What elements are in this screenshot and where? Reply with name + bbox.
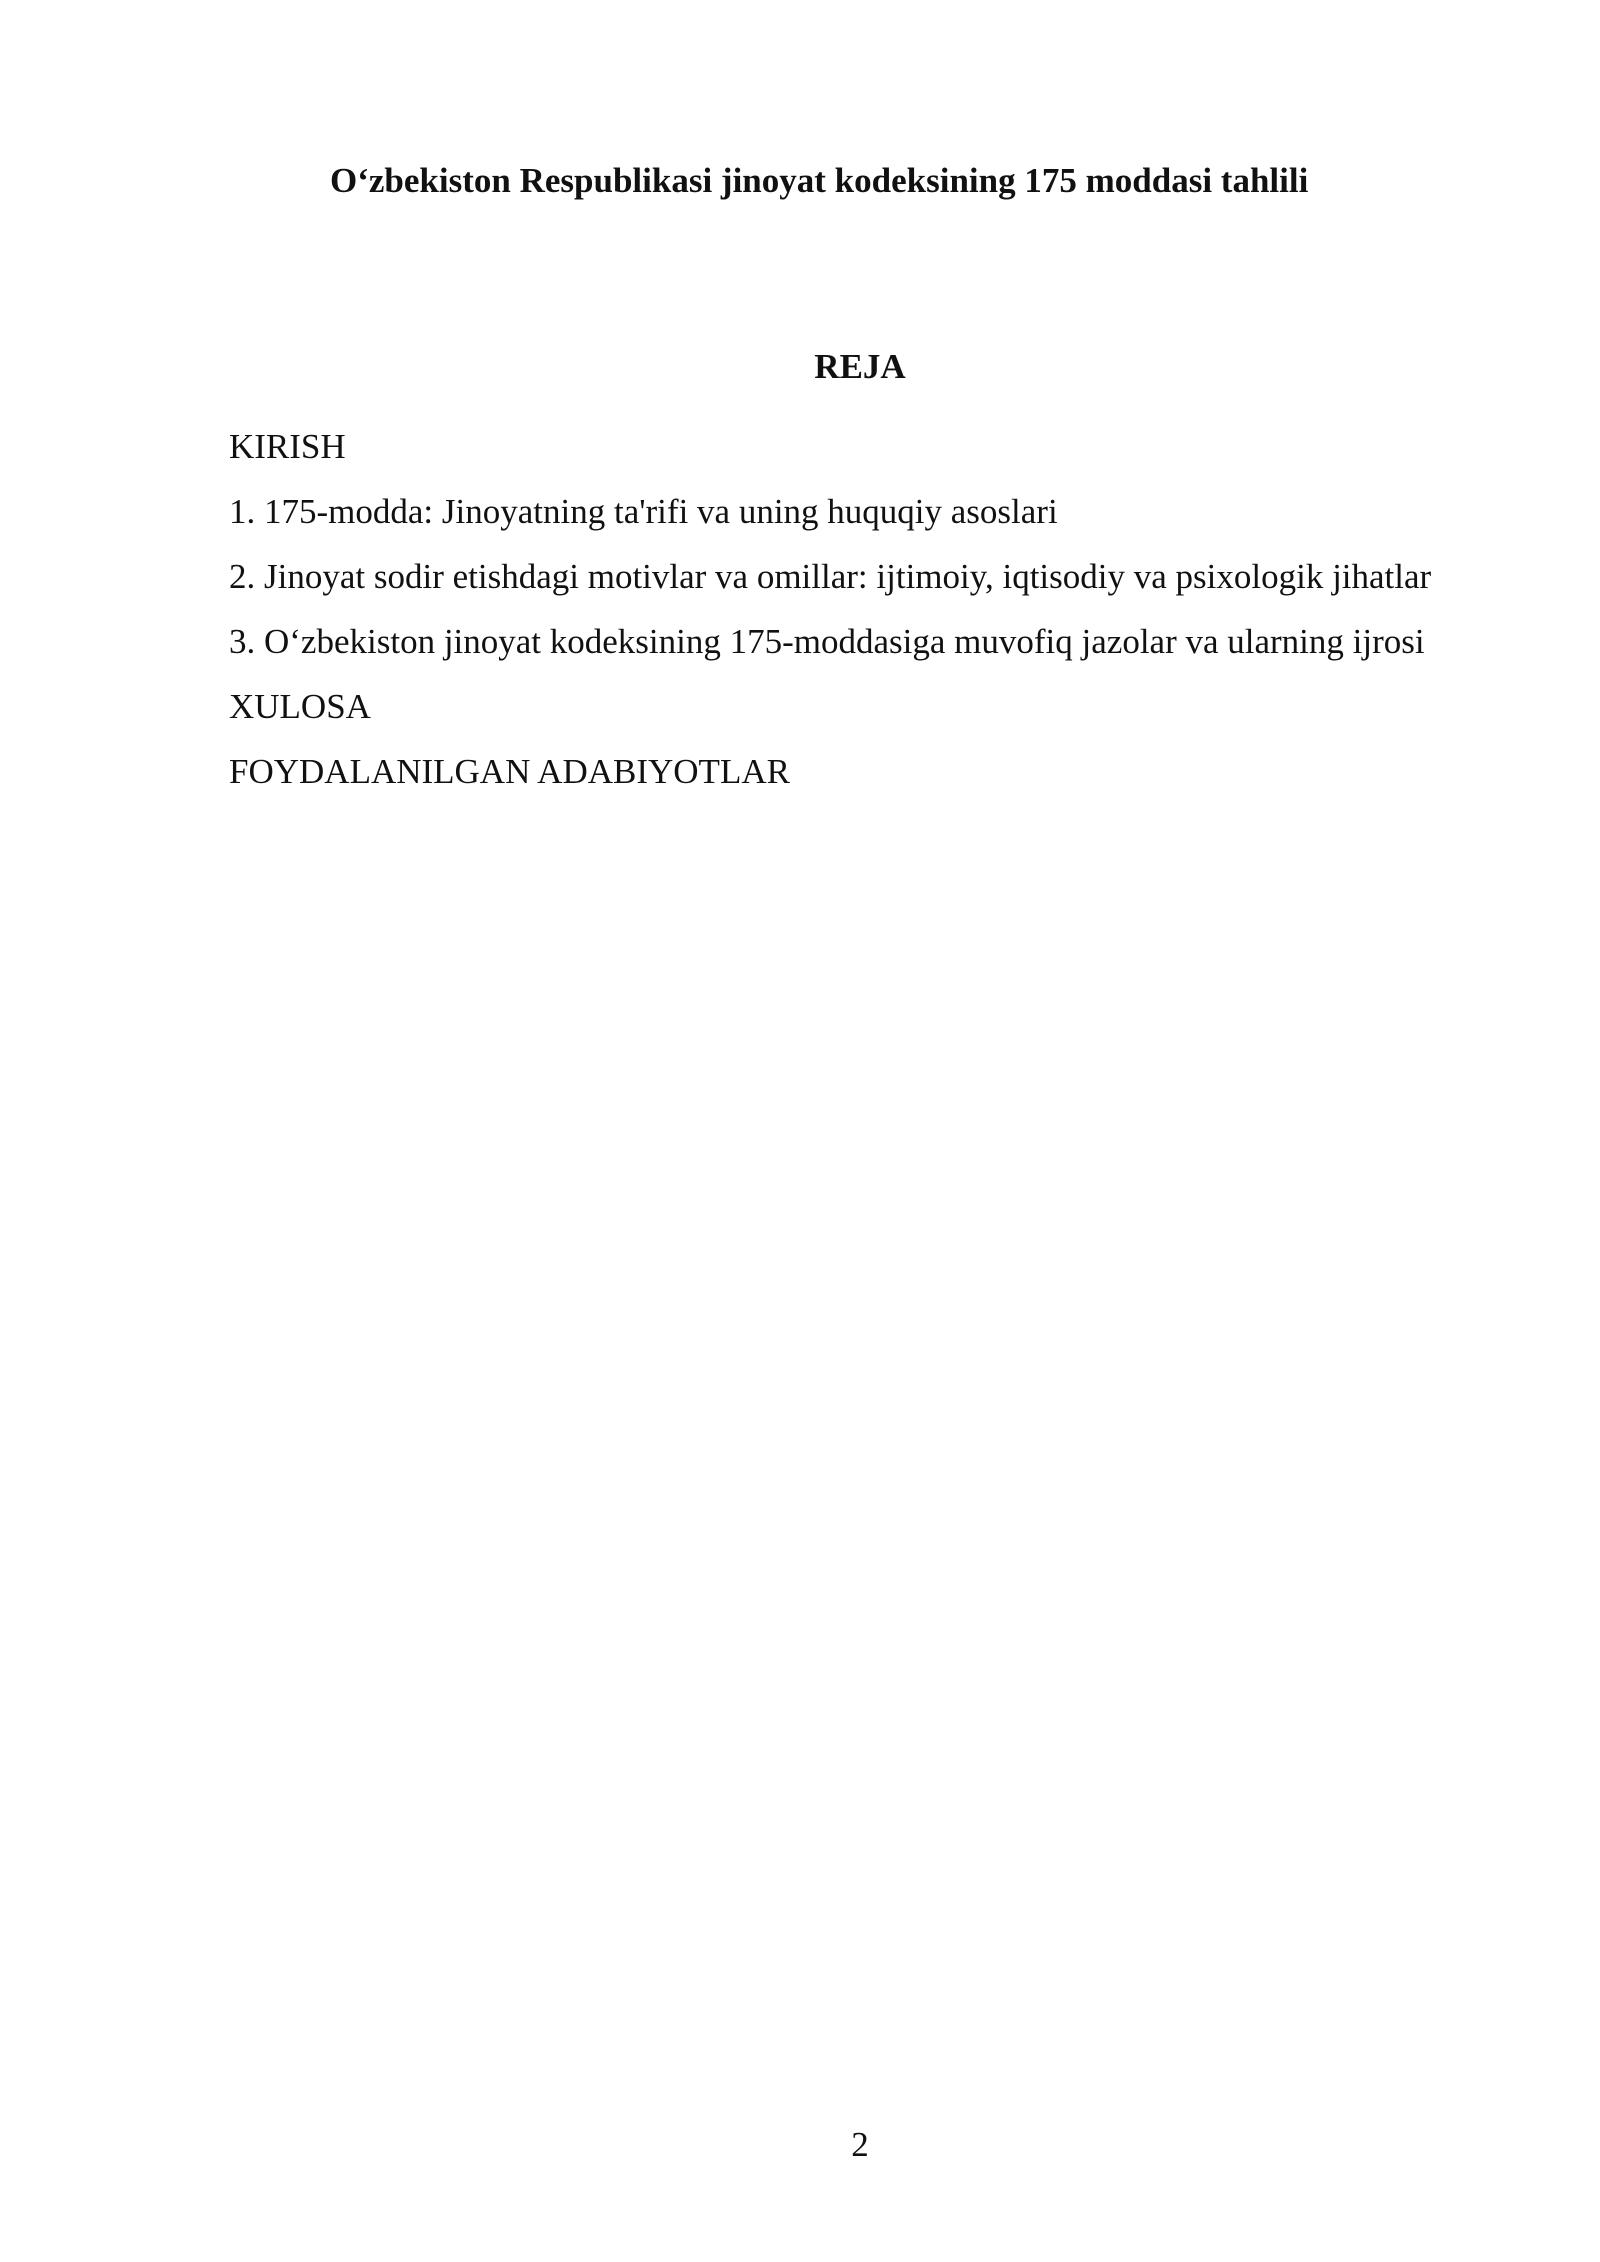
- plan-item-section-2: 2. Jinoyat sodir etishdagi motivlar va omillar: ijtimoiy, iqtisodiy va psixologik jihatlar: [229, 557, 1432, 596]
- plan-list: [229, 418, 1439, 808]
- plan-heading: [0, 346, 1600, 388]
- page-number: 2: [851, 2125, 869, 2164]
- plan-item-section-3: 3. O‘zbekiston jinoyat kodeksining 175-moddasiga muvofiq jazolar va ularning ijrosi: [229, 622, 1425, 661]
- plan-heading-text: REJA: [814, 347, 906, 386]
- document-title: O‘zbekiston Respublikasi jinoyat kodeksining 175 moddasi tahlili: [330, 161, 1309, 200]
- plan-item-references: FOYDALANILGAN ADABIYOTLAR: [229, 752, 790, 791]
- plan-item-introduction: KIRISH: [229, 427, 346, 466]
- plan-item-section-1: 1. 175-modda: Jinoyatning ta'rifi va uning huquqiy asoslari: [229, 492, 1058, 531]
- plan-item-conclusion: XULOSA: [229, 687, 371, 726]
